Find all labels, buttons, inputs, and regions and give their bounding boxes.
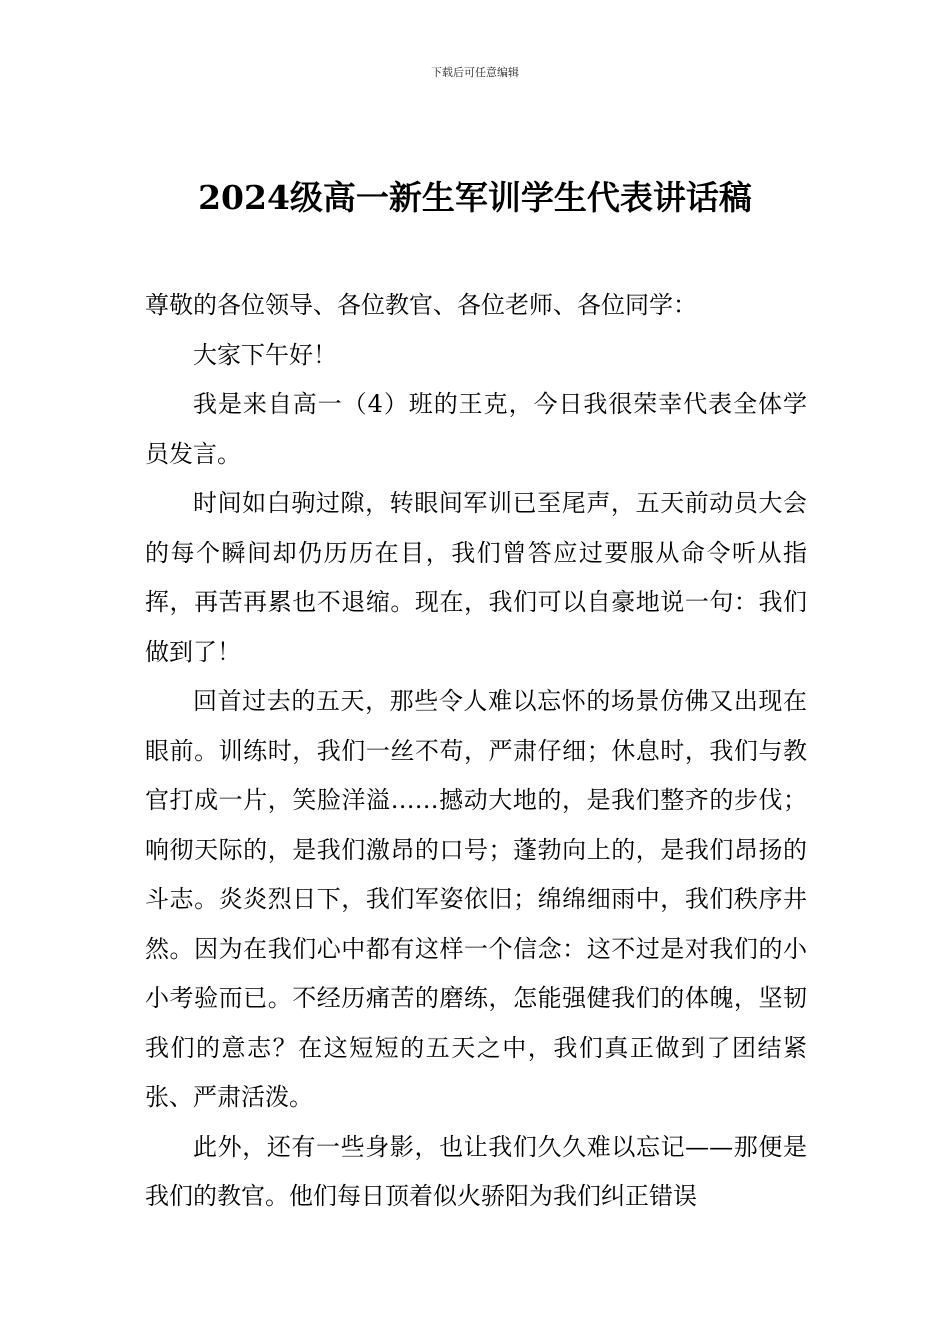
paragraph-instructors: 此外，还有一些身影，也让我们久久难以忘记——那便是我们的教官。他们每日顶着似火骄阳为我们纠正错误 xyxy=(145,1132,807,1210)
document-title: 2024级高一新生军训学生代表讲话稿 xyxy=(198,178,752,217)
paragraph-time-passing: 时间如白驹过隙，转眼间军训已至尾声，五天前动员大会的每个瞬间却仍历历在目，我们曾答应过要服从命令听从指挥，再苦再累也不退缩。现在，我们可以自豪地说一句：我们做到了！ xyxy=(145,489,807,666)
paragraph-greeting: 大家下午好！ xyxy=(193,340,337,369)
paragraph-introduction: 我是来自高一（4）班的王克，今日我很荣幸代表全体学员发言。 xyxy=(145,390,807,468)
page-header-note: 下载后可任意编辑 xyxy=(431,66,519,79)
paragraph-review: 回首过去的五天，那些令人难以忘怀的场景仿佛又出现在眼前。训练时，我们一丝不苟，严肃仔细；休息时，我们与教官打成一片，笑脸洋溢……撼动大地的，是我们整齐的步伐；响彻天际的，是我们激昂的口号；蓬勃向上的，是我们昂扬的斗志。炎炎烈日下，我们军姿依旧；绵绵细雨中，我们秩序井然。因为在我们心中都有这样一个信念：这不过是对我们的小小考验而已。不经历痛苦的磨练，怎能强健我们的体魄，坚韧我们的意志？在这短短的五天之中，我们真正做到了团结紧张、严肃活泼。 xyxy=(145,687,807,1111)
salutation: 尊敬的各位领导、各位教官、各位老师、各位同学： xyxy=(145,291,697,319)
document-body xyxy=(145,281,807,1222)
